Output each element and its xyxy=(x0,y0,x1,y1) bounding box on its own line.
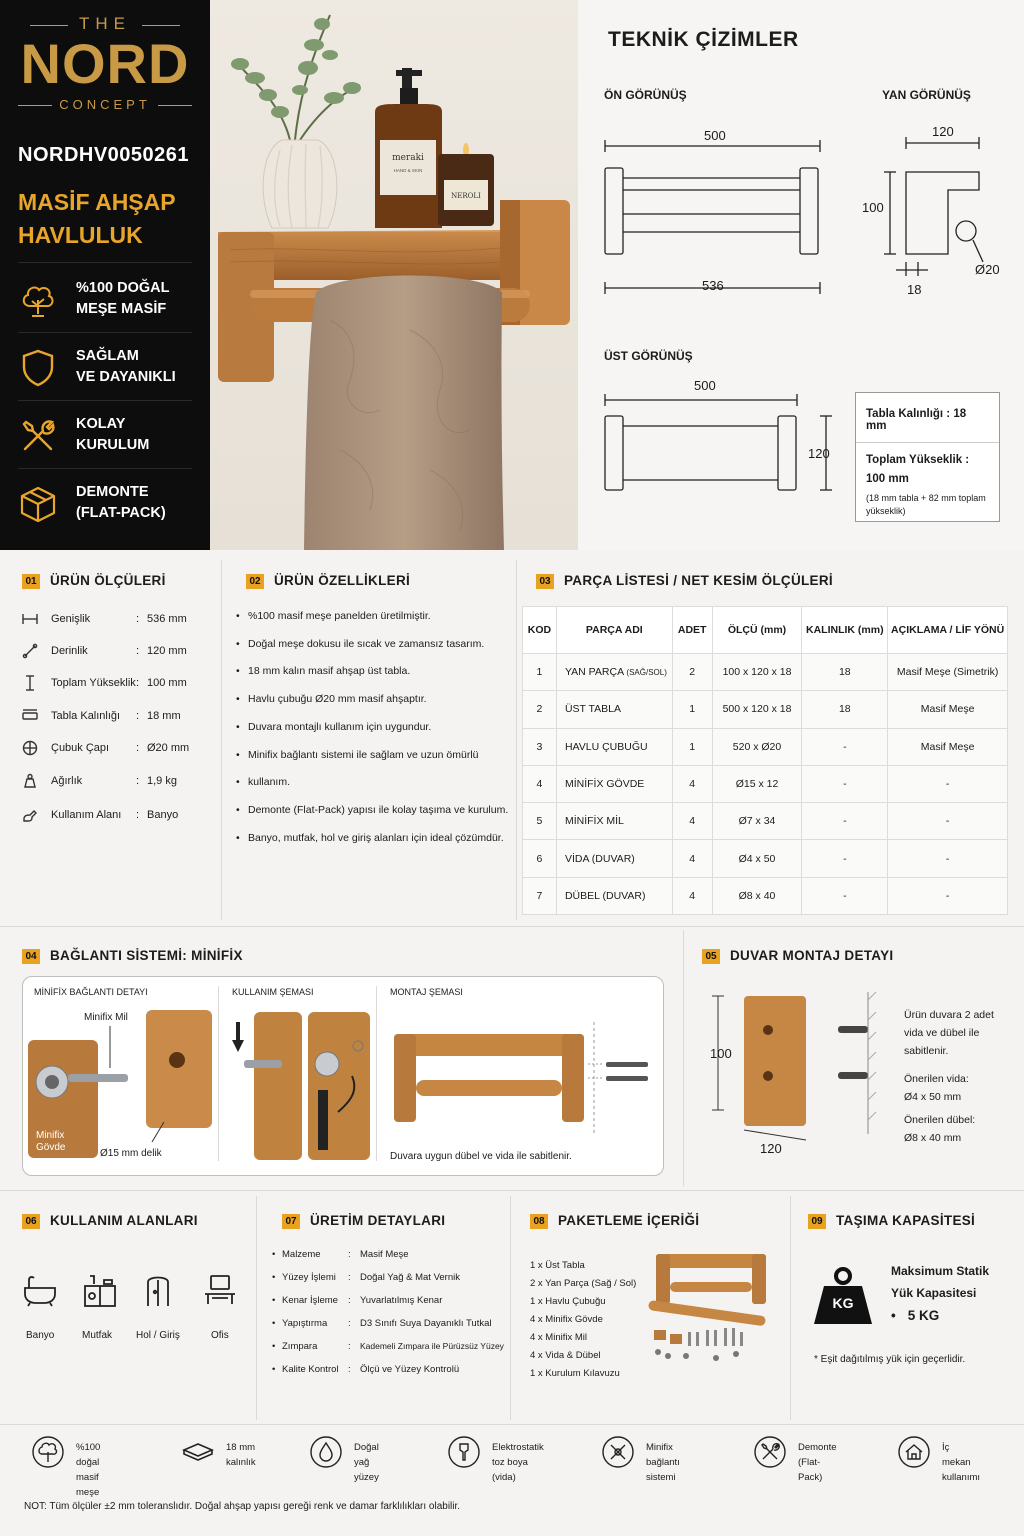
prod-value: D3 Sınıfı Suya Dayanıklı Tutkal xyxy=(360,1318,492,1329)
table-row xyxy=(523,654,1008,691)
table-cell: 1 xyxy=(672,728,712,765)
dim-height: 100 xyxy=(710,1046,732,1061)
label-minifix-govde xyxy=(36,1130,65,1154)
table-cell: 100 x 120 x 18 xyxy=(712,654,802,691)
kitchen-icon xyxy=(82,1272,118,1308)
usage-label: Mutfak xyxy=(82,1330,113,1341)
production-row: • Yapıştırma : D3 Sınıfı Suya Dayanıklı Tutkal xyxy=(272,1318,492,1329)
feature-text: KURULUM xyxy=(76,437,150,453)
dim-label: Derinlik xyxy=(51,645,88,657)
footer-text: Doğal yağ xyxy=(354,1442,379,1468)
section-number: 05 xyxy=(702,949,720,964)
table-cell xyxy=(556,654,672,691)
spec-height-note: (18 mm tabla + 82 mm toplam yükseklik) xyxy=(866,493,986,516)
table-row xyxy=(523,877,1008,914)
dim-top-width: 500 xyxy=(694,378,716,393)
table-cell: - xyxy=(888,840,1008,877)
section-title: TAŞIMA KAPASİTESİ xyxy=(836,1213,976,1228)
table-cell: ÜST TABLA xyxy=(556,691,672,728)
part-name: YAN PARÇA xyxy=(564,666,624,679)
dim-label: Toplam Yükseklik xyxy=(51,677,136,689)
column-header: ADET xyxy=(672,607,712,654)
feature-item: • Havlu çubuğu Ø20 mm masif ahşaptır. xyxy=(236,686,516,714)
table-cell: 4 xyxy=(672,765,712,802)
table-row xyxy=(523,728,1008,765)
part-name-suffix: (SAĞ/SOL) xyxy=(626,668,667,678)
depth-icon xyxy=(22,643,38,659)
table-cell: - xyxy=(888,877,1008,914)
wall-mount-drawing xyxy=(700,990,900,1150)
prod-value: Doğal Yağ & Mat Vernik xyxy=(360,1272,460,1283)
table-row xyxy=(523,765,1008,802)
table-cell: - xyxy=(802,803,888,840)
prod-label: Zımpara xyxy=(282,1341,318,1352)
label-minifix-mil: Minifix Mil xyxy=(84,1012,128,1023)
dim-row: Kullanım Alanı : Banyo xyxy=(22,809,222,842)
dim-label: Kullanım Alanı xyxy=(51,809,122,821)
table-cell: Ø7 x 34 xyxy=(712,803,802,840)
section-title: ÜRETİM DETAYLARI xyxy=(310,1213,446,1228)
divider xyxy=(18,468,192,469)
dim-row: Toplam Yükseklik : 100 mm xyxy=(22,677,222,710)
table-cell: - xyxy=(888,803,1008,840)
table-cell: 500 x 120 x 18 xyxy=(712,691,802,728)
usage-icon xyxy=(22,807,38,823)
dim-depth: 120 xyxy=(760,1141,782,1156)
package-item: 4 x Minifix Gövde xyxy=(530,1314,603,1325)
bottle-sublabel: HAND & SKIN xyxy=(393,168,423,173)
spec-height-label: Toplam Yükseklik : xyxy=(866,454,970,466)
front-view-label: ÖN GÖRÜNÜŞ xyxy=(604,88,687,102)
section-05-header xyxy=(702,947,893,965)
section-02-header xyxy=(246,572,410,590)
table-cell: 520 x Ø20 xyxy=(712,728,802,765)
section-number: 06 xyxy=(22,1214,40,1229)
table-cell: VİDA (DUVAR) xyxy=(556,840,672,877)
footer-text: masif meşe xyxy=(76,1472,100,1498)
dim-side-diameter: Ø20 xyxy=(975,262,1000,277)
feature-text: SAĞLAM xyxy=(76,348,139,364)
brand-panel xyxy=(0,0,210,550)
table-cell: - xyxy=(802,840,888,877)
table-cell: 1 xyxy=(523,654,557,691)
feature-easy-install xyxy=(18,414,203,464)
package-item: 4 x Vida & Dübel xyxy=(530,1350,601,1361)
production-row: • Malzeme : Masif Meşe xyxy=(272,1249,409,1260)
table-cell: 4 xyxy=(672,877,712,914)
divider xyxy=(0,1190,1024,1191)
table-cell: MİNİFİX MİL xyxy=(556,803,672,840)
label-hole: Ø15 mm delik xyxy=(100,1148,162,1159)
column-header: PARÇA ADI xyxy=(556,607,672,654)
soap-bottle xyxy=(375,68,442,228)
parts-table xyxy=(522,606,1008,915)
montage-caption: Duvara uygun dübel ve vida ile sabitlenir. xyxy=(390,1151,572,1162)
package-item: 1 x Üst Tabla xyxy=(530,1260,585,1271)
table-cell: - xyxy=(802,765,888,802)
table-cell: MİNİFİX GÖVDE xyxy=(556,765,672,802)
feature-text: KOLAY xyxy=(76,416,126,432)
table-row xyxy=(523,691,1008,728)
dim-row: Ağırlık : 1,9 kg xyxy=(22,775,222,808)
thickness-icon xyxy=(22,708,38,724)
brand-divider xyxy=(142,25,180,26)
dim-label: Genişlik xyxy=(51,613,91,625)
dim-value: Banyo xyxy=(147,809,179,821)
bottle-label: meraki xyxy=(392,153,424,163)
top-view-label: ÜST GÖRÜNÜŞ xyxy=(604,349,693,363)
table-cell: Ø8 x 40 xyxy=(712,877,802,914)
product-title-line: MASİF AHŞAP xyxy=(18,189,176,215)
feature-natural-oak xyxy=(18,278,203,328)
product-sku: NORDHV0050261 xyxy=(18,144,190,166)
capacity-value-text: 5 KG xyxy=(907,1308,940,1323)
table-cell: 4 xyxy=(672,803,712,840)
section-title: PAKETLEME İÇERİĞİ xyxy=(558,1213,700,1228)
brand-the: THE xyxy=(79,14,131,33)
column-header: AÇIKLAMA / LİF YÖNÜ xyxy=(888,607,1008,654)
prod-label: Yapıştırma xyxy=(282,1318,328,1329)
dim-value: 536 mm xyxy=(147,613,187,625)
bathtub-icon xyxy=(22,1272,58,1308)
footer-text: toz boya (vida) xyxy=(492,1457,528,1483)
divider xyxy=(516,560,517,920)
dim-value: 18 mm xyxy=(147,710,181,722)
prod-label: Kenar İşleme xyxy=(282,1295,338,1306)
feature-item: • Banyo, mutfak, hol ve giriş alanları için ideal çözümdür. xyxy=(236,825,516,853)
diameter-icon xyxy=(22,740,38,756)
table-cell: 4 xyxy=(672,840,712,877)
dim-side-depth: 120 xyxy=(932,124,954,139)
footer-text: %100 doğal xyxy=(76,1442,101,1468)
note-line: vida ve dübel ile xyxy=(904,1027,980,1039)
feature-item: • 18 mm kalın masif ahşap üst tabla. xyxy=(236,658,516,686)
candle xyxy=(438,143,494,226)
note-line: Ø8 x 40 mm xyxy=(904,1132,962,1144)
footer-text: yüzey xyxy=(354,1472,379,1483)
dim-label: Tabla Kalınlığı xyxy=(51,710,121,722)
note-line: Önerilen vida: xyxy=(904,1073,969,1085)
prod-label: Yüzey İşlemi xyxy=(282,1272,336,1283)
table-cell: Ø15 x 12 xyxy=(712,765,802,802)
feature-text: VE DAYANIKLI xyxy=(76,369,176,385)
feature-text: DEMONTE xyxy=(76,484,149,500)
section-04-header xyxy=(22,947,243,965)
table-cell: 3 xyxy=(523,728,557,765)
column-header: ÖLÇÜ (mm) xyxy=(712,607,802,654)
feature-item: • Demonte (Flat-Pack) yapısı ile kolay taşıma ve kurulum. xyxy=(236,797,516,825)
panel-title: MİNİFİX BAĞLANTI DETAYI xyxy=(34,987,148,997)
section-number: 08 xyxy=(530,1214,548,1229)
label-line: Gövde xyxy=(36,1142,66,1153)
dim-value: Ø20 mm xyxy=(147,742,190,754)
prod-value: Kademeli Zımpara ile Pürüzsüz Yüzey xyxy=(360,1341,504,1351)
section-number: 02 xyxy=(246,574,264,589)
section-08-header xyxy=(530,1212,699,1230)
footer-text: kalınlık xyxy=(226,1457,256,1468)
dim-top-depth: 120 xyxy=(808,446,830,461)
feature-text: %100 DOĞAL xyxy=(76,280,170,296)
feature-item: • Doğal meşe dokusu ile sıcak ve zamansız tasarım. xyxy=(236,631,516,659)
feature-durable xyxy=(18,346,203,396)
feature-text: MEŞE MASİF xyxy=(76,301,167,317)
dim-front-total: 536 xyxy=(702,278,724,293)
divider xyxy=(0,926,1024,927)
footer-text: İç mekan xyxy=(942,1442,971,1468)
vase xyxy=(263,140,337,228)
dim-row: Tabla Kalınlığı : 18 mm xyxy=(22,710,222,743)
section-title: ÜRÜN ÖZELLİKLERİ xyxy=(274,573,411,588)
divider xyxy=(18,332,192,333)
dim-side-thickness: 18 xyxy=(907,282,922,297)
door-icon xyxy=(140,1272,176,1308)
production-row: • Kalite Kontrol : Ölçü ve Yüzey Kontrolü xyxy=(272,1364,460,1375)
divider xyxy=(790,1196,791,1420)
feature-item: • Duvara montajlı kullanım için uygundur. xyxy=(236,714,516,742)
capacity-value: • 5 KG xyxy=(891,1308,940,1323)
feature-item: • kullanım. xyxy=(236,769,516,797)
dim-row: Genişlik : 536 mm xyxy=(22,613,222,646)
wrench-icon xyxy=(754,1436,786,1468)
production-row: • Yüzey İşlemi : Doğal Yağ & Mat Vernik xyxy=(272,1272,460,1283)
footer-text: Demonte xyxy=(798,1442,837,1453)
table-cell: 1 xyxy=(672,691,712,728)
table-cell: 4 xyxy=(523,765,557,802)
table-cell: 18 xyxy=(802,691,888,728)
section-title: BAĞLANTI SİSTEMİ: MİNİFİX xyxy=(50,948,243,963)
table-cell: 18 xyxy=(802,654,888,691)
package-item: 2 x Yan Parça (Sağ / Sol) xyxy=(530,1278,637,1289)
product-title xyxy=(18,186,203,252)
section-title: ÜRÜN ÖLÇÜLERİ xyxy=(50,573,166,588)
label-line: Minifix xyxy=(36,1130,65,1141)
section-number: 03 xyxy=(536,574,554,589)
package-contents-illustration xyxy=(646,1248,776,1368)
package-item: 1 x Havlu Çubuğu xyxy=(530,1296,606,1307)
shield-icon xyxy=(18,348,58,388)
divider xyxy=(18,262,192,263)
section-07-header xyxy=(282,1212,445,1230)
table-cell: 7 xyxy=(523,877,557,914)
height-icon xyxy=(22,675,38,691)
footer-text: kullanımı xyxy=(942,1472,981,1483)
table-cell: 2 xyxy=(523,691,557,728)
candle-label: NEROLI xyxy=(451,192,481,200)
drop-icon xyxy=(310,1436,342,1468)
section-title: PARÇA LİSTESİ / NET KESİM ÖLÇÜLERİ xyxy=(564,573,833,588)
feature-text: (FLAT-PACK) xyxy=(76,505,166,521)
note-line: Ürün duvara 2 adet xyxy=(904,1009,994,1021)
section-06-header xyxy=(22,1212,198,1230)
dim-label: Ağırlık xyxy=(51,775,83,787)
minifix-icon xyxy=(602,1436,634,1468)
brand-concept: CONCEPT xyxy=(59,97,151,112)
tech-title: TEKNİK ÇİZİMLER xyxy=(608,28,799,51)
footer-text: 18 mm xyxy=(226,1442,256,1453)
dim-row: Derinlik : 120 mm xyxy=(22,645,222,678)
capacity-line: Maksimum Statik xyxy=(891,1264,990,1278)
production-row: • Kenar İşleme : Yuvarlatılmış Kenar xyxy=(272,1295,443,1306)
table-cell: Masif Meşe xyxy=(888,691,1008,728)
section-number: 01 xyxy=(22,574,40,589)
footer-note: NOT: Tüm ölçüler ±2 mm toleranslıdır. Doğal ahşap yapısı gereği renk ve damar farklılıkları olabilir. xyxy=(24,1501,461,1512)
usage-label: Hol / Giriş xyxy=(136,1330,180,1341)
table-cell: - xyxy=(802,728,888,765)
column-header: KALINLIK (mm) xyxy=(802,607,888,654)
section-01-header xyxy=(22,572,166,590)
dim-value: 1,9 kg xyxy=(147,775,177,787)
section-number: 07 xyxy=(282,1214,300,1229)
product-title-line: HAVLULUK xyxy=(18,222,143,248)
divider xyxy=(510,1196,511,1420)
section-number: 09 xyxy=(808,1214,826,1229)
section-title: DUVAR MONTAJ DETAYI xyxy=(730,948,894,963)
table-cell: Masif Meşe (Simetrik) xyxy=(888,654,1008,691)
divider xyxy=(683,930,684,1186)
spec-height-value: 100 mm xyxy=(866,473,909,485)
brand-logo: NORD xyxy=(20,32,190,95)
dim-value: 120 mm xyxy=(147,645,187,657)
table-cell: Ø4 x 50 xyxy=(712,840,802,877)
package-item: 4 x Minifix Mil xyxy=(530,1332,588,1343)
prod-label: Kalite Kontrol xyxy=(282,1364,339,1375)
usage-label: Banyo xyxy=(26,1330,55,1341)
note-line: sabitlenir. xyxy=(904,1045,949,1057)
note-line: Ø4 x 50 mm xyxy=(904,1091,962,1103)
prod-label: Malzeme xyxy=(282,1249,321,1260)
board-icon xyxy=(182,1436,214,1468)
table-cell: 2 xyxy=(672,654,712,691)
prod-value: Masif Meşe xyxy=(360,1249,409,1260)
dim-front-width: 500 xyxy=(704,128,726,143)
prod-value: Ölçü ve Yüzey Kontrolü xyxy=(360,1364,460,1375)
footer-text: Minifix xyxy=(646,1442,673,1453)
divider xyxy=(256,1196,257,1420)
section-title: KULLANIM ALANLARI xyxy=(50,1213,198,1228)
brand-divider xyxy=(158,105,192,106)
section-03-header xyxy=(536,572,833,590)
prod-value: Yuvarlatılmış Kenar xyxy=(360,1295,443,1306)
table-cell: 5 xyxy=(523,803,557,840)
home-icon xyxy=(898,1436,930,1468)
minifix-illustrations xyxy=(22,1000,662,1170)
capacity-line: Yük Kapasitesi xyxy=(891,1286,977,1300)
section-09-header xyxy=(808,1212,975,1230)
panel-title: KULLANIM ŞEMASI xyxy=(232,987,314,997)
paint-icon xyxy=(448,1436,480,1468)
footer-text: (Flat-Pack) xyxy=(798,1457,823,1483)
tools-icon xyxy=(18,416,58,456)
divider xyxy=(0,1424,1024,1425)
product-photo xyxy=(210,0,578,550)
office-icon xyxy=(202,1272,238,1308)
feature-item: • Minifix bağlantı sistemi ile sağlam ve uzun ömürlü xyxy=(236,742,516,770)
product-illustration xyxy=(210,0,578,550)
section-number: 04 xyxy=(22,949,40,964)
table-row xyxy=(523,840,1008,877)
table-cell: - xyxy=(888,765,1008,802)
divider xyxy=(221,560,222,920)
divider xyxy=(856,442,999,443)
feature-list xyxy=(236,603,516,852)
note-line: Önerilen dübel: xyxy=(904,1114,976,1126)
feature-item: • %100 masif meşe panelden üretilmiştir. xyxy=(236,603,516,631)
capacity-note: * Eşit dağıtılmış yük için geçerlidir. xyxy=(814,1354,966,1365)
column-header: KOD xyxy=(523,607,557,654)
width-icon xyxy=(22,611,38,627)
dim-label: Çubuk Çapı xyxy=(51,742,110,754)
dim-value: 100 mm xyxy=(147,677,187,689)
tree-icon xyxy=(18,280,58,320)
table-cell: 6 xyxy=(523,840,557,877)
capacity-label xyxy=(891,1260,989,1304)
dim-row: Çubuk Çapı : Ø20 mm xyxy=(22,742,222,775)
spec-thickness: Tabla Kalınlığı : 18 mm xyxy=(866,408,967,432)
table-header-row xyxy=(523,607,1008,654)
towel xyxy=(304,276,504,551)
footer-text: bağlantı sistemi xyxy=(646,1457,680,1483)
table-cell: HAVLU ÇUBUĞU xyxy=(556,728,672,765)
weight-icon xyxy=(22,773,38,789)
production-row: • Zımpara : Kademeli Zımpara ile Pürüzsüz Yüzey xyxy=(272,1341,504,1352)
box-icon xyxy=(18,484,58,524)
package-item: 1 x Kurulum Kılavuzu xyxy=(530,1368,620,1379)
panel-title: MONTAJ ŞEMASI xyxy=(390,987,463,997)
side-view-label: YAN GÖRÜNÜŞ xyxy=(882,88,971,102)
feature-flat-pack xyxy=(18,482,203,532)
usage-label: Ofis xyxy=(211,1330,229,1341)
wall-mount-notes xyxy=(904,1006,994,1147)
plant xyxy=(231,15,361,140)
tree-circle-icon xyxy=(32,1436,64,1468)
table-cell: DÜBEL (DUVAR) xyxy=(556,877,672,914)
spec-box xyxy=(855,392,1000,522)
kg-label: KG xyxy=(832,1295,854,1311)
dim-side-height: 100 xyxy=(862,200,884,215)
divider xyxy=(18,400,192,401)
footer-text: Elektrostatik xyxy=(492,1442,544,1453)
table-row xyxy=(523,803,1008,840)
table-cell: - xyxy=(802,877,888,914)
table-cell: Masif Meşe xyxy=(888,728,1008,765)
